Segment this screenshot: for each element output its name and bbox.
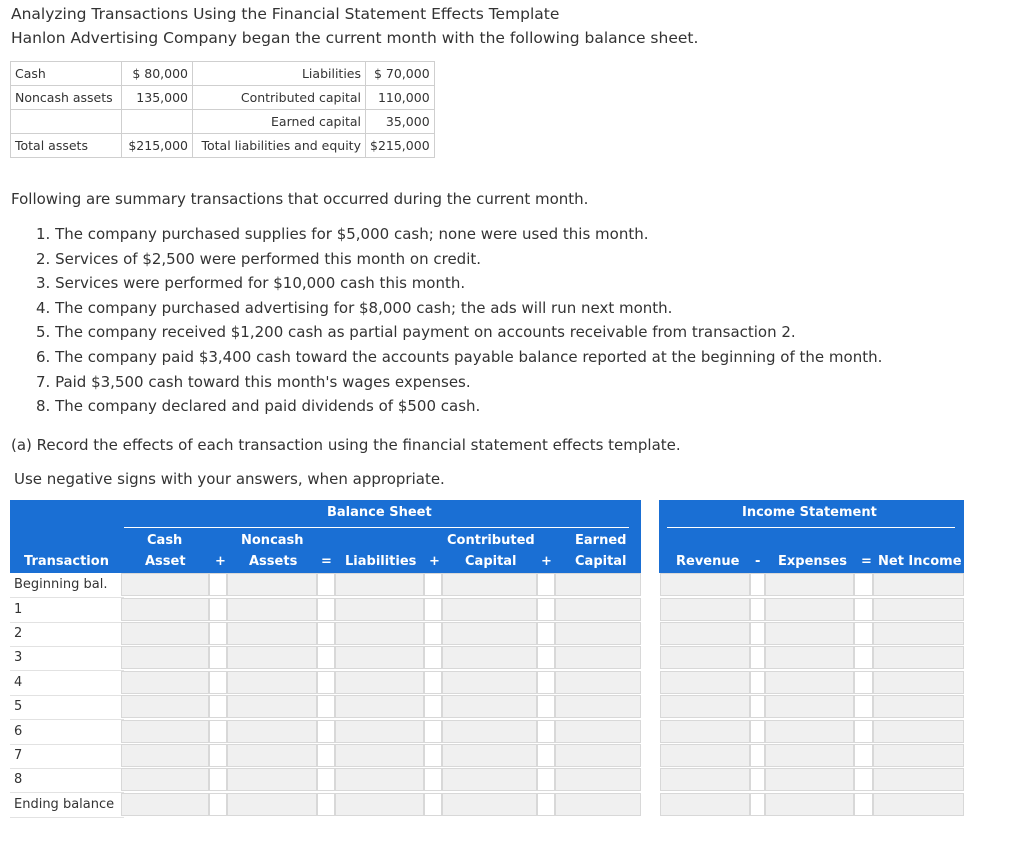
operator-cell [209,622,227,645]
operator-cell [750,695,765,718]
operator-cell [317,720,335,743]
contributed-capital-cell[interactable] [442,720,537,743]
earned-capital-cell[interactable] [555,646,641,669]
noncash-assets-cell[interactable] [227,720,317,743]
noncash-assets-cell[interactable] [227,671,317,694]
operator-cell [854,646,873,669]
bs-left-label: Noncash assets [11,86,122,110]
revenue-cell[interactable] [660,768,750,791]
header-divider [124,527,629,528]
bs-left-value: $215,000 [122,134,193,158]
operator-cell [209,598,227,621]
cash-asset-cell[interactable] [121,622,209,645]
expenses-cell[interactable] [765,622,854,645]
contributed-capital-cell[interactable] [442,646,537,669]
operator-cell [854,720,873,743]
op-equals: = [321,554,332,569]
earned-capital-cell[interactable] [555,793,641,816]
bs-right-value: 35,000 [366,110,435,134]
noncash-assets-cell[interactable] [227,573,317,596]
expenses-cell[interactable] [765,793,854,816]
cash-asset-cell[interactable] [121,646,209,669]
transaction-item: 6. The company paid $3,400 cash toward the accounts payable balance reported at the beginning of the month. [36,347,883,366]
noncash-assets-cell[interactable] [227,646,317,669]
col-transaction: Transaction [24,554,109,569]
cash-asset-cell[interactable] [121,598,209,621]
page-subtitle: Hanlon Advertising Company began the current month with the following balance sheet. [11,29,699,47]
col-contributed-line2: Capital [465,554,517,569]
noncash-assets-cell[interactable] [227,622,317,645]
bs-right-label: Earned capital [193,110,366,134]
revenue-cell[interactable] [660,598,750,621]
revenue-cell[interactable] [660,573,750,596]
bs-left-value: 135,000 [122,86,193,110]
bs-left-value: $ 80,000 [122,62,193,86]
row-label-4: 4 [10,671,124,696]
revenue-cell[interactable] [660,671,750,694]
earned-capital-cell[interactable] [555,598,641,621]
operator-cell [537,573,555,596]
operator-cell [424,744,442,767]
cash-asset-cell[interactable] [121,768,209,791]
bs-left-label [11,110,122,134]
operator-cell [317,598,335,621]
operator-cell [537,671,555,694]
revenue-cell[interactable] [660,695,750,718]
bs-right-value: 110,000 [366,86,435,110]
operator-cell [317,793,335,816]
operator-cell [317,768,335,791]
col-net-income: Net Income [878,554,962,569]
operator-cell [537,793,555,816]
transactions-intro: Following are summary transactions that occurred during the current month. [11,190,589,208]
operator-cell [424,573,442,596]
transaction-item: 8. The company declared and paid dividends of $500 cash. [36,397,481,416]
op-plus: + [429,554,440,569]
bs-left-label: Total assets [11,134,122,158]
col-expenses: Expenses [778,554,847,569]
balance-sheet-row [11,86,435,110]
liabilities-cell[interactable] [335,622,424,645]
liabilities-cell[interactable] [335,646,424,669]
noncash-assets-cell[interactable] [227,744,317,767]
question-part-a: (a) Record the effects of each transaction using the financial statement effects template. [11,436,681,454]
bs-right-value: $ 70,000 [366,62,435,86]
cash-asset-cell[interactable] [121,720,209,743]
net-income-cell[interactable] [873,744,964,767]
noncash-assets-cell[interactable] [227,695,317,718]
net-income-cell[interactable] [873,793,964,816]
operator-cell [854,695,873,718]
bs-right-label: Liabilities [193,62,366,86]
net-income-cell[interactable] [873,622,964,645]
operator-cell [209,671,227,694]
net-income-cell[interactable] [873,720,964,743]
net-income-cell[interactable] [873,573,964,596]
balance-sheet-header [10,500,641,573]
header-divider [667,527,955,528]
liabilities-cell[interactable] [335,793,424,816]
income-statement-header [659,500,964,573]
net-income-cell[interactable] [873,768,964,791]
noncash-assets-cell[interactable] [227,598,317,621]
row-label-3: 3 [10,646,124,671]
net-income-cell[interactable] [873,695,964,718]
operator-cell [750,671,765,694]
beginning-balance-sheet [10,61,435,158]
liabilities-cell[interactable] [335,598,424,621]
operator-cell [317,646,335,669]
op-equals: = [861,554,872,569]
col-noncash-line2: Assets [249,554,298,569]
liabilities-cell[interactable] [335,695,424,718]
operator-cell [317,573,335,596]
col-cash-line2: Asset [145,554,186,569]
op-plus: + [215,554,226,569]
liabilities-cell[interactable] [335,671,424,694]
row-label-6: 6 [10,720,124,745]
transaction-item: 5. The company received $1,200 cash as partial payment on accounts receivable from transaction 2. [36,323,796,342]
operator-cell [424,768,442,791]
operator-cell [317,622,335,645]
operator-cell [317,695,335,718]
operator-cell [424,793,442,816]
contributed-capital-cell[interactable] [442,695,537,718]
operator-cell [424,671,442,694]
operator-cell [209,744,227,767]
operator-cell [854,744,873,767]
row-label-7: 7 [10,744,124,769]
operator-cell [750,573,765,596]
operator-cell [854,793,873,816]
cash-asset-cell[interactable] [121,695,209,718]
col-noncash-line1: Noncash [241,533,304,548]
operator-cell [750,720,765,743]
expenses-cell[interactable] [765,573,854,596]
operator-cell [750,744,765,767]
contributed-capital-cell[interactable] [442,793,537,816]
transaction-item: 7. Paid $3,500 cash toward this month's wages expenses. [36,372,471,391]
operator-cell [424,622,442,645]
row-label-1: 1 [10,598,124,623]
operator-cell [750,646,765,669]
row-label-beginning: Beginning bal. [10,573,124,598]
operator-cell [750,622,765,645]
earned-capital-cell[interactable] [555,720,641,743]
transactions-list [36,223,882,420]
contributed-capital-cell[interactable] [442,768,537,791]
operator-cell [537,720,555,743]
net-income-cell[interactable] [873,646,964,669]
contributed-capital-cell[interactable] [442,744,537,767]
revenue-cell[interactable] [660,720,750,743]
cash-asset-cell[interactable] [121,671,209,694]
bs-right-label: Total liabilities and equity [193,134,366,158]
operator-cell [317,744,335,767]
operator-cell [317,671,335,694]
operator-cell [854,622,873,645]
liabilities-cell[interactable] [335,744,424,767]
contributed-capital-cell[interactable] [442,671,537,694]
bs-right-label: Contributed capital [193,86,366,110]
col-contributed-line1: Contributed [447,533,535,548]
col-liabilities: Liabilities [345,554,417,569]
balance-sheet-title: Balance Sheet [327,505,432,520]
col-earned-line2: Capital [575,554,627,569]
operator-cell [854,598,873,621]
operator-cell [209,573,227,596]
bs-left-label: Cash [11,62,122,86]
operator-cell [424,720,442,743]
col-cash-line1: Cash [147,533,183,548]
operator-cell [537,598,555,621]
question-instruction: Use negative signs with your answers, when appropriate. [14,470,445,488]
cash-asset-cell[interactable] [121,744,209,767]
expenses-cell[interactable] [765,720,854,743]
expenses-cell[interactable] [765,671,854,694]
operator-cell [537,744,555,767]
operator-cell [750,793,765,816]
operator-cell [209,768,227,791]
liabilities-cell[interactable] [335,573,424,596]
earned-capital-cell[interactable] [555,622,641,645]
page-title: Analyzing Transactions Using the Financial Statement Effects Template [11,5,560,23]
cash-asset-cell[interactable] [121,573,209,596]
revenue-cell[interactable] [660,646,750,669]
operator-cell [750,598,765,621]
net-income-cell[interactable] [873,598,964,621]
revenue-cell[interactable] [660,793,750,816]
row-label-5: 5 [10,695,124,720]
income-statement-title: Income Statement [742,505,877,520]
liabilities-cell[interactable] [335,720,424,743]
expenses-cell[interactable] [765,744,854,767]
row-label-ending: Ending balance [10,793,124,818]
expenses-cell[interactable] [765,598,854,621]
earned-capital-cell[interactable] [555,573,641,596]
operator-cell [209,646,227,669]
cash-asset-cell[interactable] [121,793,209,816]
expenses-cell[interactable] [765,768,854,791]
operator-cell [424,695,442,718]
noncash-assets-cell[interactable] [227,793,317,816]
op-minus: - [755,554,761,569]
net-income-cell[interactable] [873,671,964,694]
balance-sheet-row [11,110,435,134]
operator-cell [424,646,442,669]
earned-capital-cell[interactable] [555,695,641,718]
operator-cell [854,671,873,694]
expenses-cell[interactable] [765,646,854,669]
balance-sheet-row [11,62,435,86]
row-label-8: 8 [10,768,124,793]
op-plus: + [541,554,552,569]
operator-cell [537,622,555,645]
contributed-capital-cell[interactable] [442,598,537,621]
operator-cell [854,768,873,791]
earned-capital-cell[interactable] [555,744,641,767]
expenses-cell[interactable] [765,695,854,718]
operator-cell [209,695,227,718]
balance-sheet-total-row [11,134,435,158]
col-revenue: Revenue [676,554,740,569]
operator-cell [424,598,442,621]
operator-cell [537,695,555,718]
operator-cell [209,793,227,816]
operator-cell [537,768,555,791]
bs-left-value [122,110,193,134]
transaction-item: 2. Services of $2,500 were performed this month on credit. [36,249,482,268]
transaction-item: 4. The company purchased advertising for $8,000 cash; the ads will run next month. [36,298,673,317]
earned-capital-cell[interactable] [555,671,641,694]
operator-cell [537,646,555,669]
operator-cell [750,768,765,791]
earned-capital-cell[interactable] [555,768,641,791]
row-label-2: 2 [10,622,124,647]
transaction-item: 3. Services were performed for $10,000 cash this month. [36,274,466,293]
bs-right-value: $215,000 [366,134,435,158]
revenue-cell[interactable] [660,744,750,767]
noncash-assets-cell[interactable] [227,768,317,791]
operator-cell [854,573,873,596]
liabilities-cell[interactable] [335,768,424,791]
transaction-item: 1. The company purchased supplies for $5,000 cash; none were used this month. [36,225,649,243]
revenue-cell[interactable] [660,622,750,645]
contributed-capital-cell[interactable] [442,622,537,645]
operator-cell [209,720,227,743]
col-earned-line1: Earned [575,533,627,548]
contributed-capital-cell[interactable] [442,573,537,596]
